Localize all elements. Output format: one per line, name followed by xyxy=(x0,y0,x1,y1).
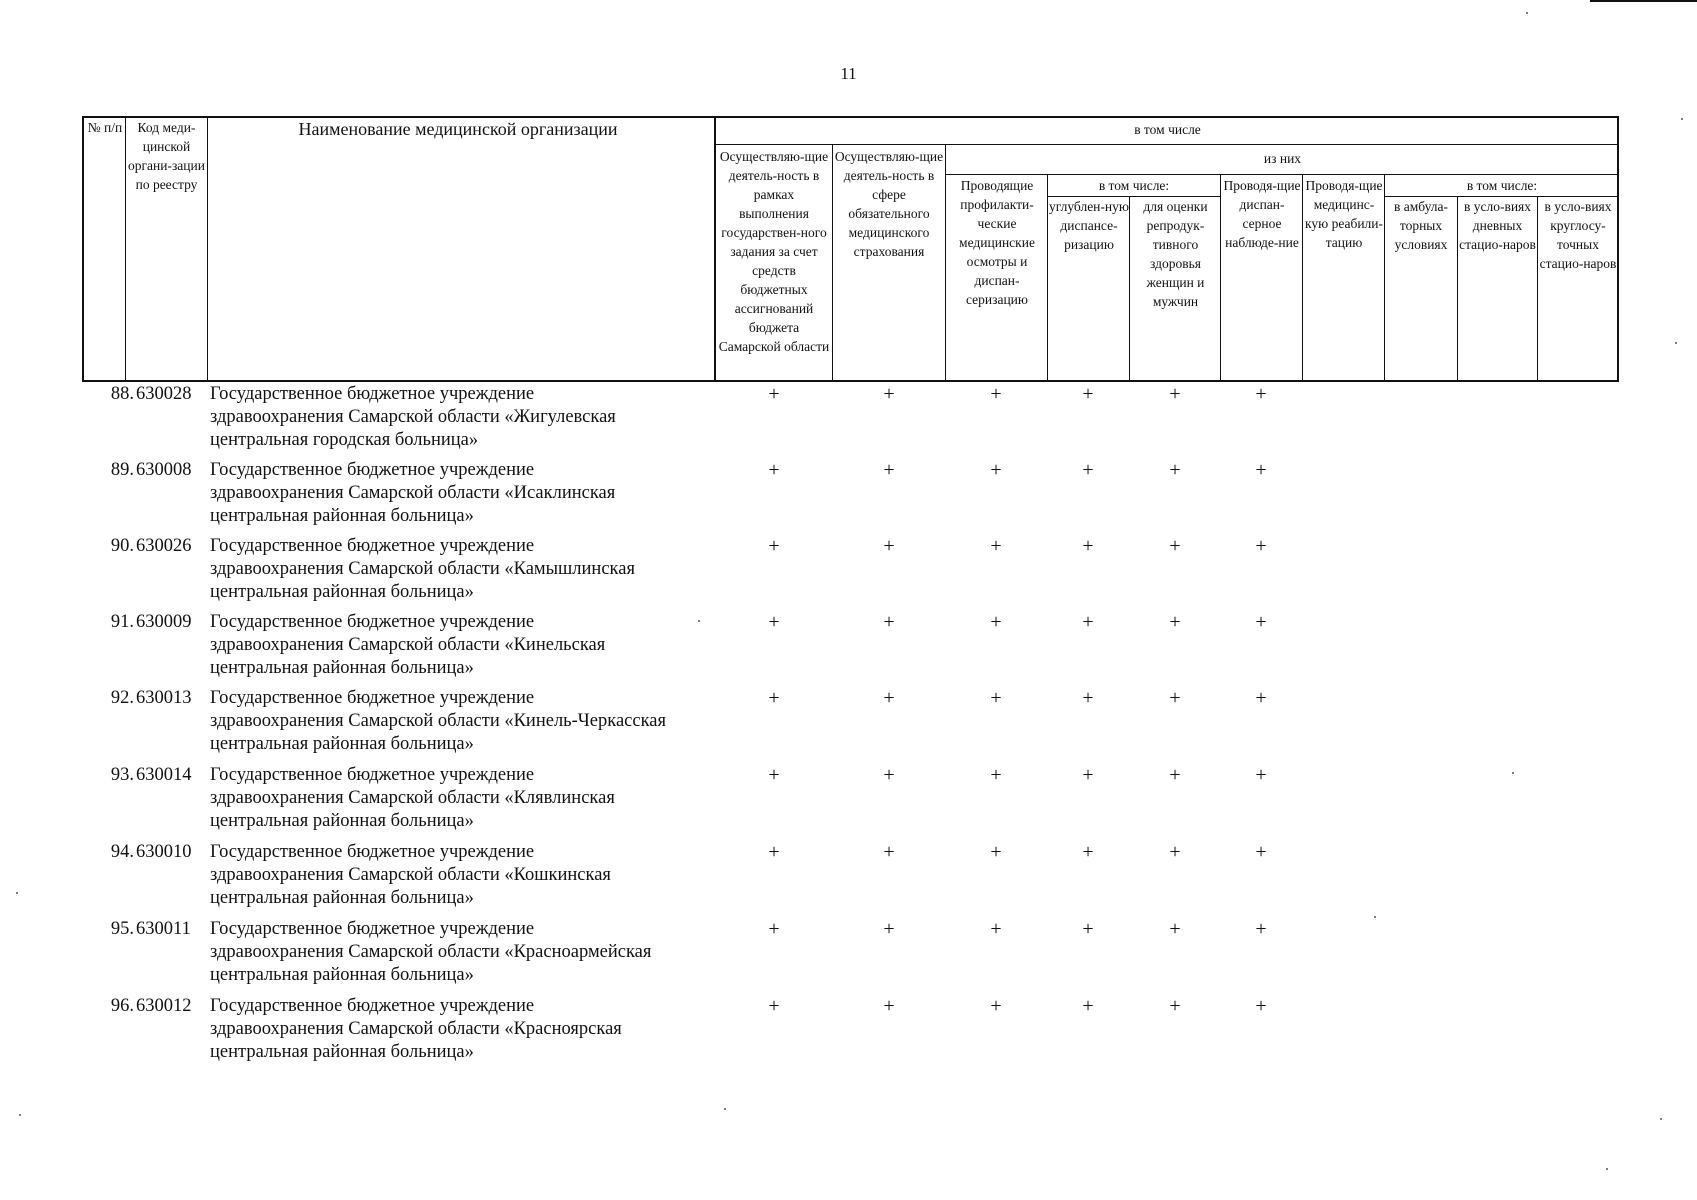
org-name: Государственное бюджетное учреждение здравоохранения Самарской области «Жигулевская центральная городская больница» xyxy=(210,384,616,450)
header-divider xyxy=(207,116,208,382)
scan-speck xyxy=(16,892,18,894)
table-row xyxy=(82,995,1642,1065)
table-header xyxy=(82,116,1619,382)
mark-uglublennaya: + xyxy=(1082,383,1094,405)
mark-prof-osmotry: + xyxy=(990,687,1002,709)
org-code: 630014 xyxy=(136,765,192,785)
mark-uglublennaya: + xyxy=(1082,611,1094,633)
org-name: Государственное бюджетное учреждение здравоохранения Самарской области «Кинель-Черкасская центральная районная больница» xyxy=(210,688,667,754)
org-code: 630011 xyxy=(136,919,191,939)
mark-disp-nabl: + xyxy=(1255,687,1267,709)
table-row xyxy=(82,459,1642,529)
table-row xyxy=(82,918,1642,988)
mark-oms: + xyxy=(883,687,895,709)
header-divider xyxy=(1129,196,1130,382)
org-name: Государственное бюджетное учреждение здравоохранения Самарской области «Камышлинская центральная районная больница» xyxy=(210,536,635,602)
mark-reprod: + xyxy=(1169,611,1181,633)
mark-reprod: + xyxy=(1169,764,1181,786)
row-number: 91. xyxy=(110,612,134,632)
mark-prof-osmotry: + xyxy=(990,383,1002,405)
org-name: Государственное бюджетное учреждение здравоохранения Самарской области «Кошкинская центральная районная больница» xyxy=(210,842,611,908)
header-ambul: в амбула-торных условиях xyxy=(1393,199,1449,252)
scan-speck xyxy=(698,620,700,622)
org-code: 630010 xyxy=(136,842,192,862)
org-code: 630009 xyxy=(136,612,192,632)
mark-gos-zadanie: + xyxy=(768,841,780,863)
mark-oms: + xyxy=(883,459,895,481)
mark-reprod: + xyxy=(1169,535,1181,557)
header-border-left xyxy=(82,116,84,382)
mark-gos-zadanie: + xyxy=(768,535,780,557)
row-number: 95. xyxy=(110,919,134,939)
header-v-tom-chisle-1: в том числе: xyxy=(1098,178,1170,193)
row-number: 92. xyxy=(110,688,134,708)
header-iz-nih: из них xyxy=(1263,151,1302,166)
page-number: 11 xyxy=(840,64,857,83)
table-row xyxy=(82,535,1642,605)
mark-reprod: + xyxy=(1169,841,1181,863)
mark-prof-osmotry: + xyxy=(990,535,1002,557)
mark-disp-nabl: + xyxy=(1255,459,1267,481)
header-divider xyxy=(1302,174,1303,382)
mark-disp-nabl: + xyxy=(1255,764,1267,786)
mark-oms: + xyxy=(883,764,895,786)
header-divider xyxy=(1047,174,1048,382)
mark-disp-nabl: + xyxy=(1255,611,1267,633)
mark-prof-osmotry: + xyxy=(990,764,1002,786)
mark-reprod: + xyxy=(1169,995,1181,1017)
mark-prof-osmotry: + xyxy=(990,918,1002,940)
row-number: 88. xyxy=(110,384,134,404)
row-number: 90. xyxy=(110,536,134,556)
mark-oms: + xyxy=(883,841,895,863)
scan-speck xyxy=(1660,1118,1662,1120)
table-row xyxy=(82,764,1642,834)
mark-prof-osmotry: + xyxy=(990,611,1002,633)
header-reprod: для оценки репродук-тивного здоровья женщин и мужчин xyxy=(1143,199,1208,309)
mark-uglublennaya: + xyxy=(1082,918,1094,940)
mark-reprod: + xyxy=(1169,459,1181,481)
mark-gos-zadanie: + xyxy=(768,611,780,633)
mark-gos-zadanie: + xyxy=(768,918,780,940)
row-number: 93. xyxy=(110,765,134,785)
mark-uglublennaya: + xyxy=(1082,841,1094,863)
scan-speck xyxy=(19,1114,21,1116)
header-in-total: в том числе xyxy=(1134,122,1201,137)
mark-prof-osmotry: + xyxy=(990,995,1002,1017)
mark-uglublennaya: + xyxy=(1082,459,1094,481)
mark-disp-nabl: + xyxy=(1255,535,1267,557)
mark-uglublennaya: + xyxy=(1082,535,1094,557)
scan-speck xyxy=(1526,12,1528,14)
mark-oms: + xyxy=(883,383,895,405)
header-code: Код меди-цинской органи-зации по реестру xyxy=(128,120,205,192)
header-gos-zadanie: Осуществляю-щие деятель-ность в рамках выполнения государствен-ного задания за счет средств бюджетных ассигнований бюджета Самарской области xyxy=(718,149,830,354)
row-number: 89. xyxy=(110,460,134,480)
scan-speck xyxy=(1374,916,1376,918)
org-name: Государственное бюджетное учреждение здравоохранения Самарской области «Клявлинская центральная районная больница» xyxy=(210,765,615,831)
mark-reprod: + xyxy=(1169,383,1181,405)
table-row xyxy=(82,687,1642,757)
org-name: Государственное бюджетное учреждение здравоохранения Самарской области «Исаклинская центральная районная больница» xyxy=(210,460,616,526)
org-code: 630012 xyxy=(136,996,192,1016)
table-row xyxy=(82,611,1642,681)
table-row xyxy=(82,841,1642,911)
table-row xyxy=(82,383,1642,453)
row-number: 94. xyxy=(110,842,134,862)
header-divider xyxy=(1220,174,1221,382)
header-divider xyxy=(714,144,1619,145)
mark-reprod: + xyxy=(1169,687,1181,709)
scan-speck xyxy=(724,1108,726,1110)
mark-gos-zadanie: + xyxy=(768,764,780,786)
header-divider xyxy=(832,144,833,382)
mark-prof-osmotry: + xyxy=(990,459,1002,481)
mark-oms: + xyxy=(883,535,895,557)
mark-gos-zadanie: + xyxy=(768,687,780,709)
mark-prof-osmotry: + xyxy=(990,841,1002,863)
mark-disp-nabl: + xyxy=(1255,918,1267,940)
org-name: Государственное бюджетное учреждение здравоохранения Самарской области «Кинельская центральная районная больница» xyxy=(210,612,606,678)
mark-reprod: + xyxy=(1169,918,1181,940)
header-oms: Осуществляю-щие деятель-ность в сфере обязательного медицинского страхования xyxy=(834,149,944,259)
scan-speck xyxy=(1512,772,1514,774)
header-kruglosut: в усло-виях круглосу-точных стацио-наров xyxy=(1539,199,1617,271)
row-number: 96. xyxy=(110,996,134,1016)
mark-uglublennaya: + xyxy=(1082,764,1094,786)
header-divider xyxy=(945,144,946,382)
header-v-tom-chisle-2: в том числе: xyxy=(1466,178,1538,193)
mark-disp-nabl: + xyxy=(1255,995,1267,1017)
org-code: 630008 xyxy=(136,460,192,480)
mark-uglublennaya: + xyxy=(1082,687,1094,709)
mark-uglublennaya: + xyxy=(1082,995,1094,1017)
scan-speck xyxy=(1681,118,1683,120)
org-code: 630028 xyxy=(136,384,192,404)
mark-oms: + xyxy=(883,611,895,633)
mark-gos-zadanie: + xyxy=(768,459,780,481)
header-dnevn: в усло-виях дневных стацио-наров xyxy=(1459,199,1536,252)
header-uglublennaya: углублен-ную диспансе-ризацию xyxy=(1049,199,1129,252)
mark-disp-nabl: + xyxy=(1255,383,1267,405)
mark-oms: + xyxy=(883,995,895,1017)
header-num: № п/п xyxy=(87,120,123,135)
header-name: Наименование медицинской организации xyxy=(298,119,618,139)
scan-speck xyxy=(1675,342,1677,344)
header-border-bottom xyxy=(82,380,1619,382)
scan-speck xyxy=(1606,1168,1608,1170)
mark-gos-zadanie: + xyxy=(768,995,780,1017)
header-divider xyxy=(714,116,716,382)
mark-disp-nabl: + xyxy=(1255,841,1267,863)
org-code: 630026 xyxy=(136,536,192,556)
org-code: 630013 xyxy=(136,688,192,708)
org-name: Государственное бюджетное учреждение здравоохранения Самарской области «Красноармейская центральная районная больница» xyxy=(210,919,652,985)
org-name: Государственное бюджетное учреждение здравоохранения Самарской области «Красноярская центральная районная больница» xyxy=(210,996,622,1062)
header-reabil: Проводя-щие медицинс-кую реабили-тацию xyxy=(1304,178,1384,250)
mark-oms: + xyxy=(883,918,895,940)
header-disp-nabl: Проводя-щие диспан-серное наблюде-ние xyxy=(1223,178,1301,250)
header-prof-osmotry: Проводящие профилакти-ческие медицинские осмотры и диспан-серизацию xyxy=(959,178,1035,307)
mark-gos-zadanie: + xyxy=(768,383,780,405)
scan-edge-mark xyxy=(1590,0,1697,2)
